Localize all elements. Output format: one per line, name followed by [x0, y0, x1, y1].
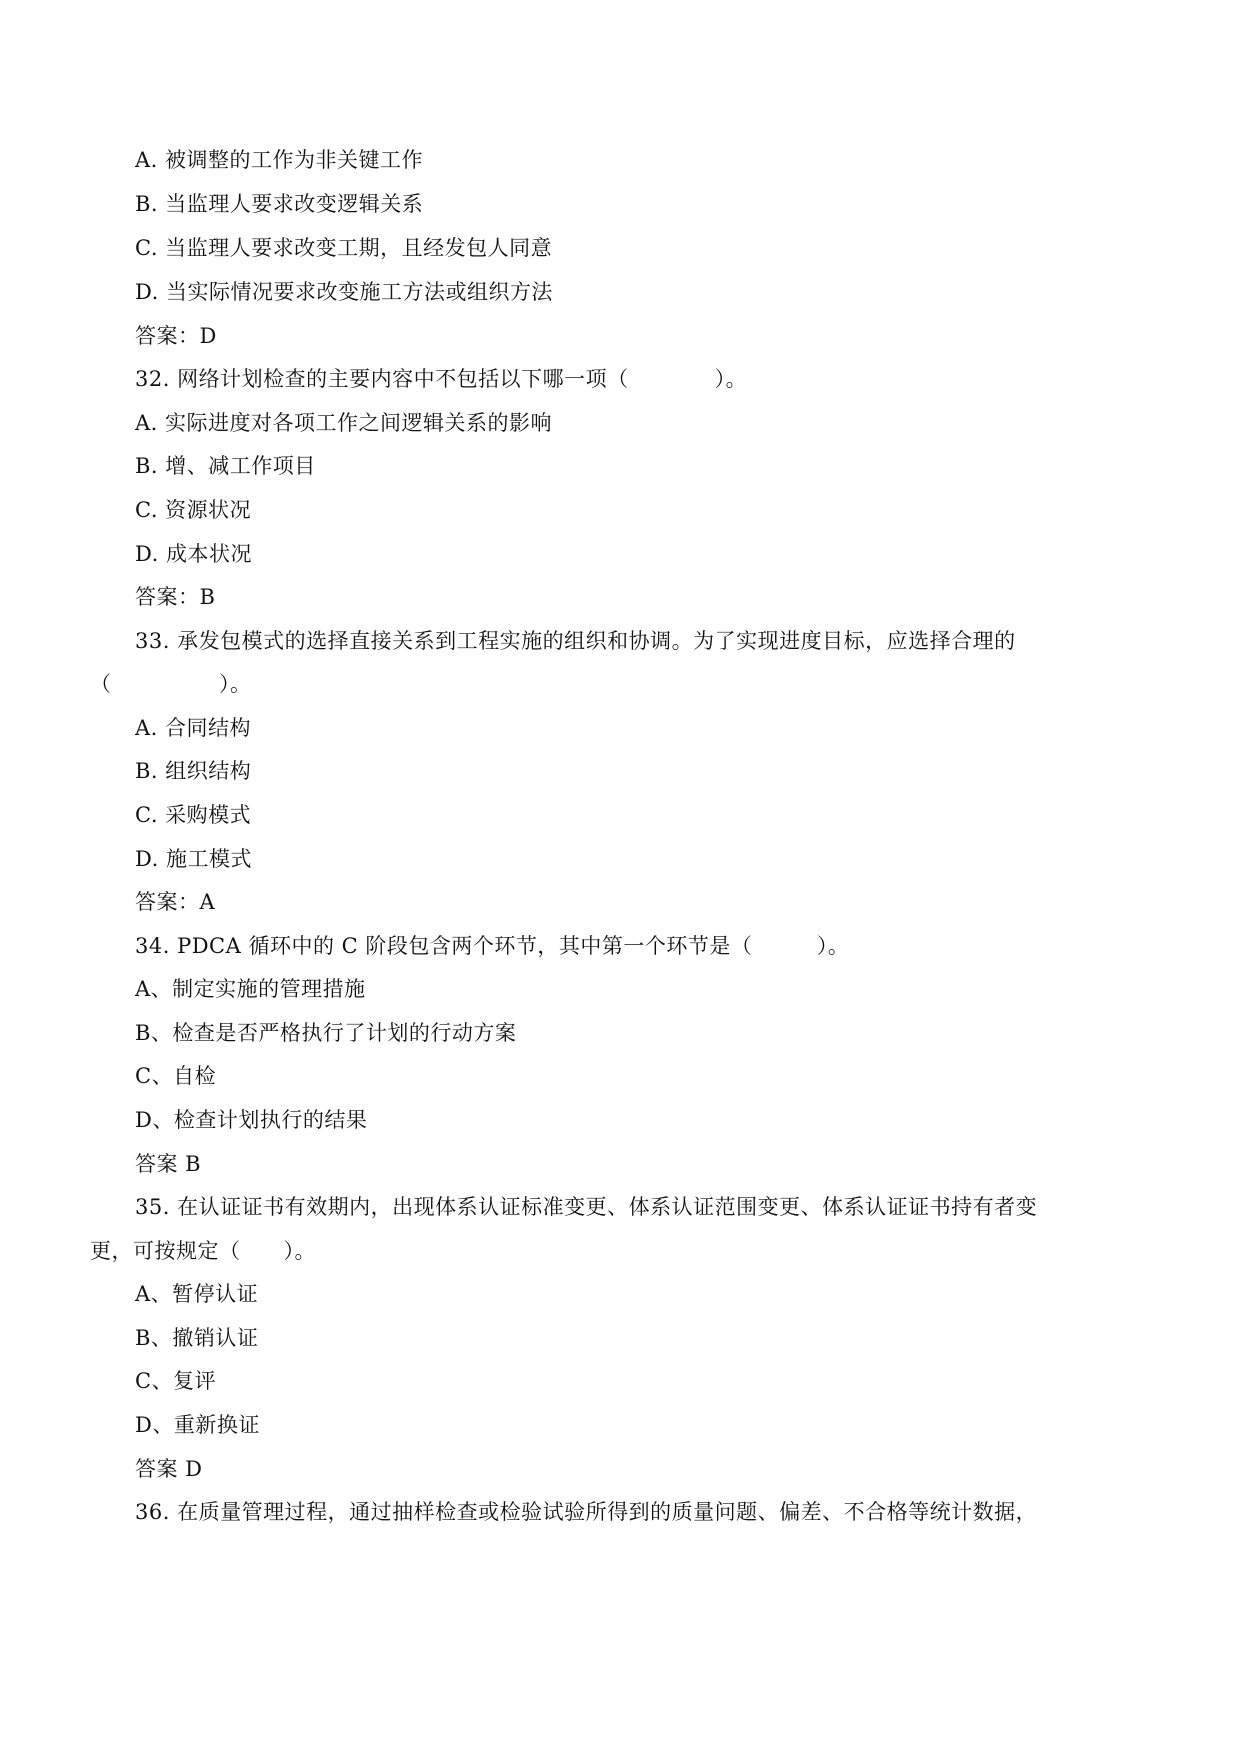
q32-stem: 32. 网络计划检查的主要内容中不包括以下哪一项（ ）。: [135, 367, 748, 391]
q34-option-a: A、制定实施的管理措施: [135, 977, 366, 1001]
q34-option-b: B、检查是否严格执行了计划的行动方案: [135, 1021, 517, 1045]
q31-option-c: C. 当监理人要求改变工期，且经发包人同意: [135, 236, 553, 260]
q33-option-d: D. 施工模式: [135, 847, 252, 871]
q32-option-b: B. 增、减工作项目: [135, 454, 316, 478]
q33-option-c: C. 采购模式: [135, 803, 252, 827]
q35-option-a: A、暂停认证: [135, 1282, 259, 1306]
q34-answer: 答案 B: [135, 1152, 202, 1176]
q35-option-b: B、撤销认证: [135, 1326, 259, 1350]
q35-stem-line2: 更，可按规定（ ）。: [90, 1239, 316, 1263]
q33-stem-line2: （ ）。: [90, 672, 252, 696]
q33-option-b: B. 组织结构: [135, 759, 252, 783]
q36-stem-line1: 36. 在质量管理过程，通过抽样检查或检验试验所得到的质量问题、偏差、不合格等统计数据，: [135, 1500, 1038, 1524]
q33-stem-line1: 33. 承发包模式的选择直接关系到工程实施的组织和协调。为了实现进度目标，应选择合理的: [135, 629, 1016, 653]
q35-answer: 答案 D: [135, 1457, 203, 1481]
q34-option-c: C、自检: [135, 1064, 217, 1088]
q33-answer: 答案：A: [135, 890, 216, 914]
q34-option-d: D、检查计划执行的结果: [135, 1108, 368, 1132]
q34-stem: 34. PDCA 循环中的 C 阶段包含两个环节，其中第一个环节是（ ）。: [135, 934, 850, 958]
q33-option-a: A. 合同结构: [135, 716, 252, 740]
q35-option-d: D、重新换证: [135, 1413, 260, 1437]
q32-option-c: C. 资源状况: [135, 498, 252, 522]
q32-option-a: A. 实际进度对各项工作之间逻辑关系的影响: [135, 411, 553, 435]
q31-answer: 答案：D: [135, 324, 217, 348]
q32-answer: 答案：B: [135, 585, 216, 609]
q32-option-d: D. 成本状况: [135, 542, 252, 566]
q31-option-d: D. 当实际情况要求改变施工方法或组织方法: [135, 280, 553, 304]
q35-stem-line1: 35. 在认证证书有效期内，出现体系认证标准变更、体系认证范围变更、体系认证证书持有者变: [135, 1195, 1038, 1219]
q31-option-b: B. 当监理人要求改变逻辑关系: [135, 192, 424, 216]
q35-option-c: C、复评: [135, 1369, 217, 1393]
q31-option-a: A. 被调整的工作为非关键工作: [135, 148, 424, 172]
